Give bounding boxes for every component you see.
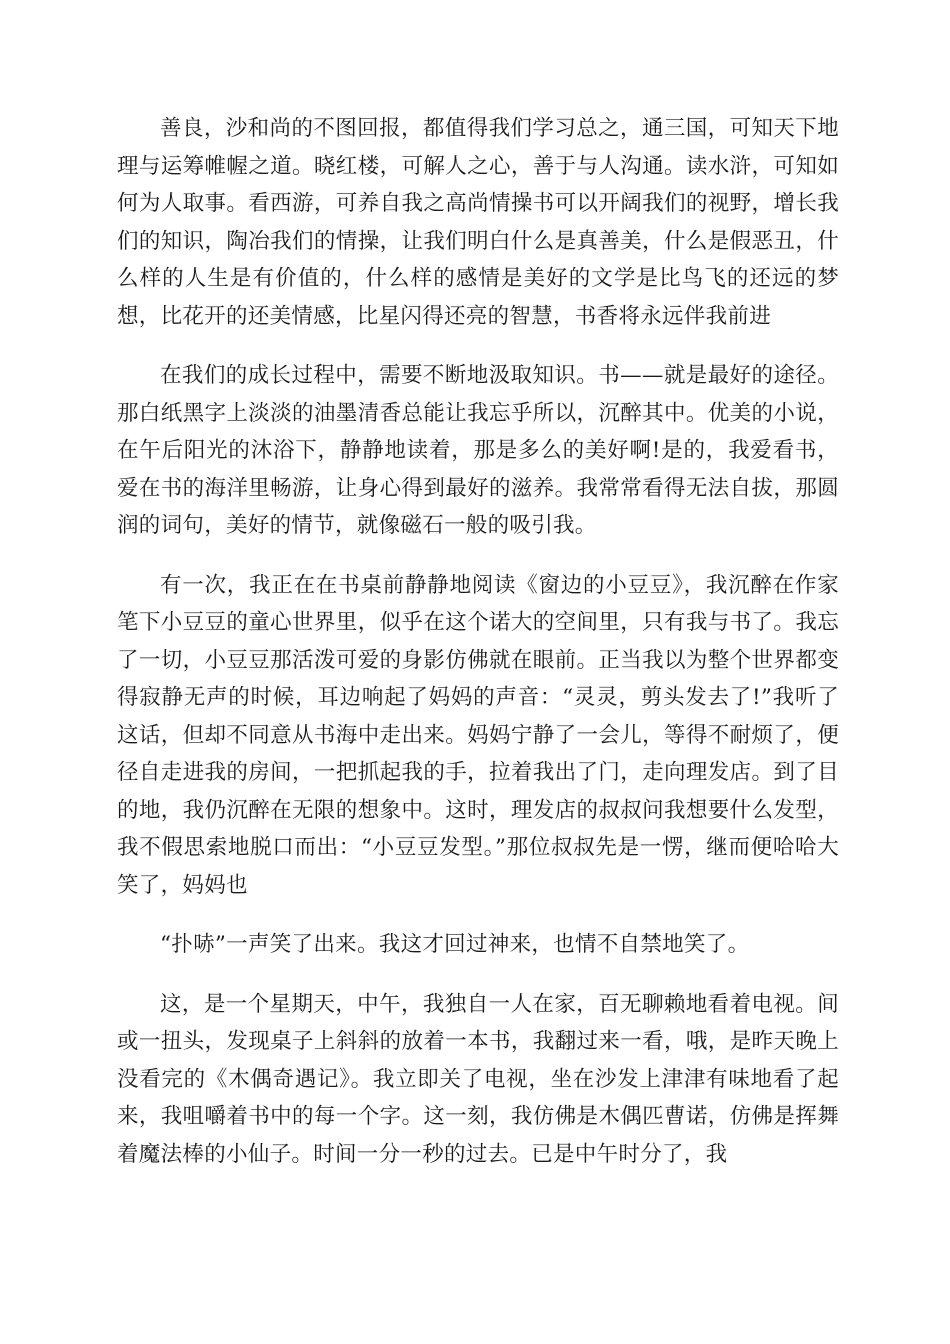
paragraph-5: 这，是一个星期天，中午，我独自一人在家，百无聊赖地看着电视。间或一扭头，发现桌子上斜斜的放着一本书，我翻过来一看，哦，是昨天晚上没看完的《木偶奇遇记》。我立即关了电视，坐在沙发上津津有味地看了起来，我咀嚼着书中的每一个字。这一刻，我仿佛是木偶匹曹诺，仿佛是挥舞着魔法棒的小仙子。时间一分一秒的过去。已是中午时分了，我 [117,991,839,1167]
document-body [117,110,839,1195]
paragraph-3: 有一次，我正在在书桌前静静地阅读《窗边的小豆豆》，我沉醉在作家笔下小豆豆的童心世界里，似乎在这个诺大的空间里，只有我与书了。我忘了一切，小豆豆那活泼可爱的身影仿佛就在眼前。正当我以为整个世界都变得寂静无声的时候，耳边响起了妈妈的声音：“灵灵，剪头发去了!”我听了这话，但却不同意从书海中走出来。妈妈宁静了一会儿，等得不耐烦了，便径自走进我的房间，一把抓起我的手，拉着我出了门，走向理发店。到了目的地，我仍沉醉在无限的想象中。这时，理发店的叔叔问我想要什么发型，我不假思索地脱口而出：“小豆豆发型。”那位叔叔先是一愣，继而便哈哈大笑了，妈妈也 [117,572,839,898]
paragraph-4: “扑哧”一声笑了出来。我这才回过神来，也情不自禁地笑了。 [160,932,750,957]
paragraph-2: 在我们的成长过程中，需要不断地汲取知识。书——就是最好的途径。那白纸黑字上淡淡的油墨清香总能让我忘乎所以，沉醉其中。优美的小说，在午后阳光的沐浴下，静静地读着，那是多么的美好啊!是的，我爱看书，爱在书的海洋里畅游，让身心得到最好的滋养。我常常看得无法自拔，那圆润的词句，美好的情节，就像磁石一般的吸引我。 [117,363,839,538]
paragraph-1: 善良，沙和尚的不图回报，都值得我们学习总之，通三国，可知天下地理与运筹帷幄之道。晓红楼，可解人之心，善于与人沟通。读水浒，可知如何为人取事。看西游，可养自我之高尚情操书可以开阔我们的视野，增长我们的知识，陶冶我们的情操，让我们明白什么是真善美，什么是假恶丑，什么样的人生是有价值的，什么样的感情是美好的文学是比鸟飞的还远的梦想，比花开的还美情感，比星闪得还亮的智慧，书香将永远伴我前进 [117,116,839,329]
